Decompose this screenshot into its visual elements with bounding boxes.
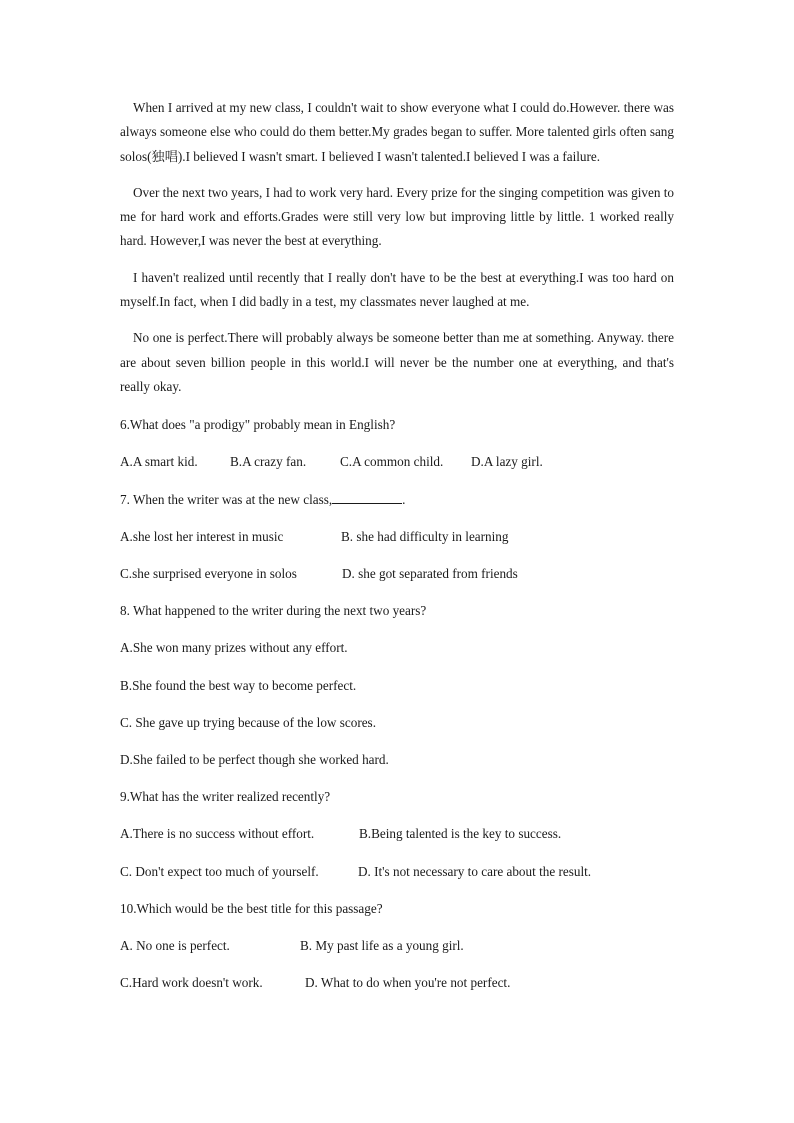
question-7-options-cd xyxy=(120,562,674,599)
question-7-stem-end: . xyxy=(402,491,406,507)
question-7-stem xyxy=(120,488,674,525)
question-7-option-d: D. she got separated from friends xyxy=(342,566,518,582)
question-6-option-c: C.A common child. xyxy=(340,454,444,470)
question-10-stem: 10.Which would be the best title for this passage? xyxy=(120,900,383,916)
question-9-option-b: B.Being talented is the key to success. xyxy=(359,826,562,842)
passage-paragraph-2: Over the next two years, I had to work very hard. Every prize for the singing competition was given to me for hard work and efforts.Grades were still very low but improving little by little. 1 worked really hard. However,I was never the best at everything. xyxy=(120,184,674,249)
passage-paragraph-1: When I arrived at my new class, I couldn't wait to show everyone what I could do.However. there was always someone else who could do them better.My grades began to suffer. More talented girls often sang solos(独唱).I believed I wasn't smart. I believed I wasn't talented.I believed I was a failure. xyxy=(120,100,674,164)
answer-blank xyxy=(332,491,402,504)
question-7-stem-text: 7. When the writer was at the new class, xyxy=(120,491,333,507)
passage-paragraph-4: No one is perfect.There will probably always be someone better than me at something. Anyway. there are about seven billion people in this world.I will never be the number one at everything, and that's really okay. xyxy=(120,330,674,394)
question-7-option-b: B. she had difficulty in learning xyxy=(341,528,509,544)
passage-paragraph-3: I haven't realized until recently that I really don't have to be the best at everything.I was too hard on myself.In fact, when I did badly in a test, my classmates never laughed at me. xyxy=(120,269,674,310)
question-9-option-c: C. Don't expect too much of yourself. xyxy=(120,863,319,879)
question-9-stem: 9.What has the writer realized recently? xyxy=(120,789,331,805)
question-9-options-ab xyxy=(120,822,674,859)
question-10-option-a: A. No one is perfect. xyxy=(120,937,230,953)
question-8-option-b: B.She found the best way to become perfect. xyxy=(120,677,357,693)
question-10-options-cd xyxy=(120,971,674,1008)
question-10-option-d: D. What to do when you're not perfect. xyxy=(305,975,511,991)
question-9-option-a: A.There is no success without effort. xyxy=(120,826,315,842)
question-6-option-a: A.A smart kid. xyxy=(120,454,198,470)
question-7-option-c: C.she surprised everyone in solos xyxy=(120,566,297,582)
worksheet-page xyxy=(120,96,674,1008)
question-8-option-a: A.She won many prizes without any effort. xyxy=(120,640,348,656)
question-6-stem: 6.What does "a prodigy" probably mean in English? xyxy=(120,417,396,433)
question-6-option-b: B.A crazy fan. xyxy=(230,454,307,470)
question-10-option-c: C.Hard work doesn't work. xyxy=(120,975,263,991)
question-7-option-a: A.she lost her interest in music xyxy=(120,528,284,544)
question-6-option-d: D.A lazy girl. xyxy=(471,454,543,470)
question-7-options-ab xyxy=(120,525,674,562)
question-8-stem: 8. What happened to the writer during the next two years? xyxy=(120,603,427,619)
question-6-options xyxy=(120,450,674,487)
question-10-options-ab xyxy=(120,934,674,971)
question-8-option-c: C. She gave up trying because of the low scores. xyxy=(120,714,376,730)
question-9-option-d: D. It's not necessary to care about the result. xyxy=(358,863,592,879)
question-10-option-b: B. My past life as a young girl. xyxy=(300,937,464,953)
question-9-options-cd xyxy=(120,860,674,897)
question-8-option-d: D.She failed to be perfect though she worked hard. xyxy=(120,751,389,767)
